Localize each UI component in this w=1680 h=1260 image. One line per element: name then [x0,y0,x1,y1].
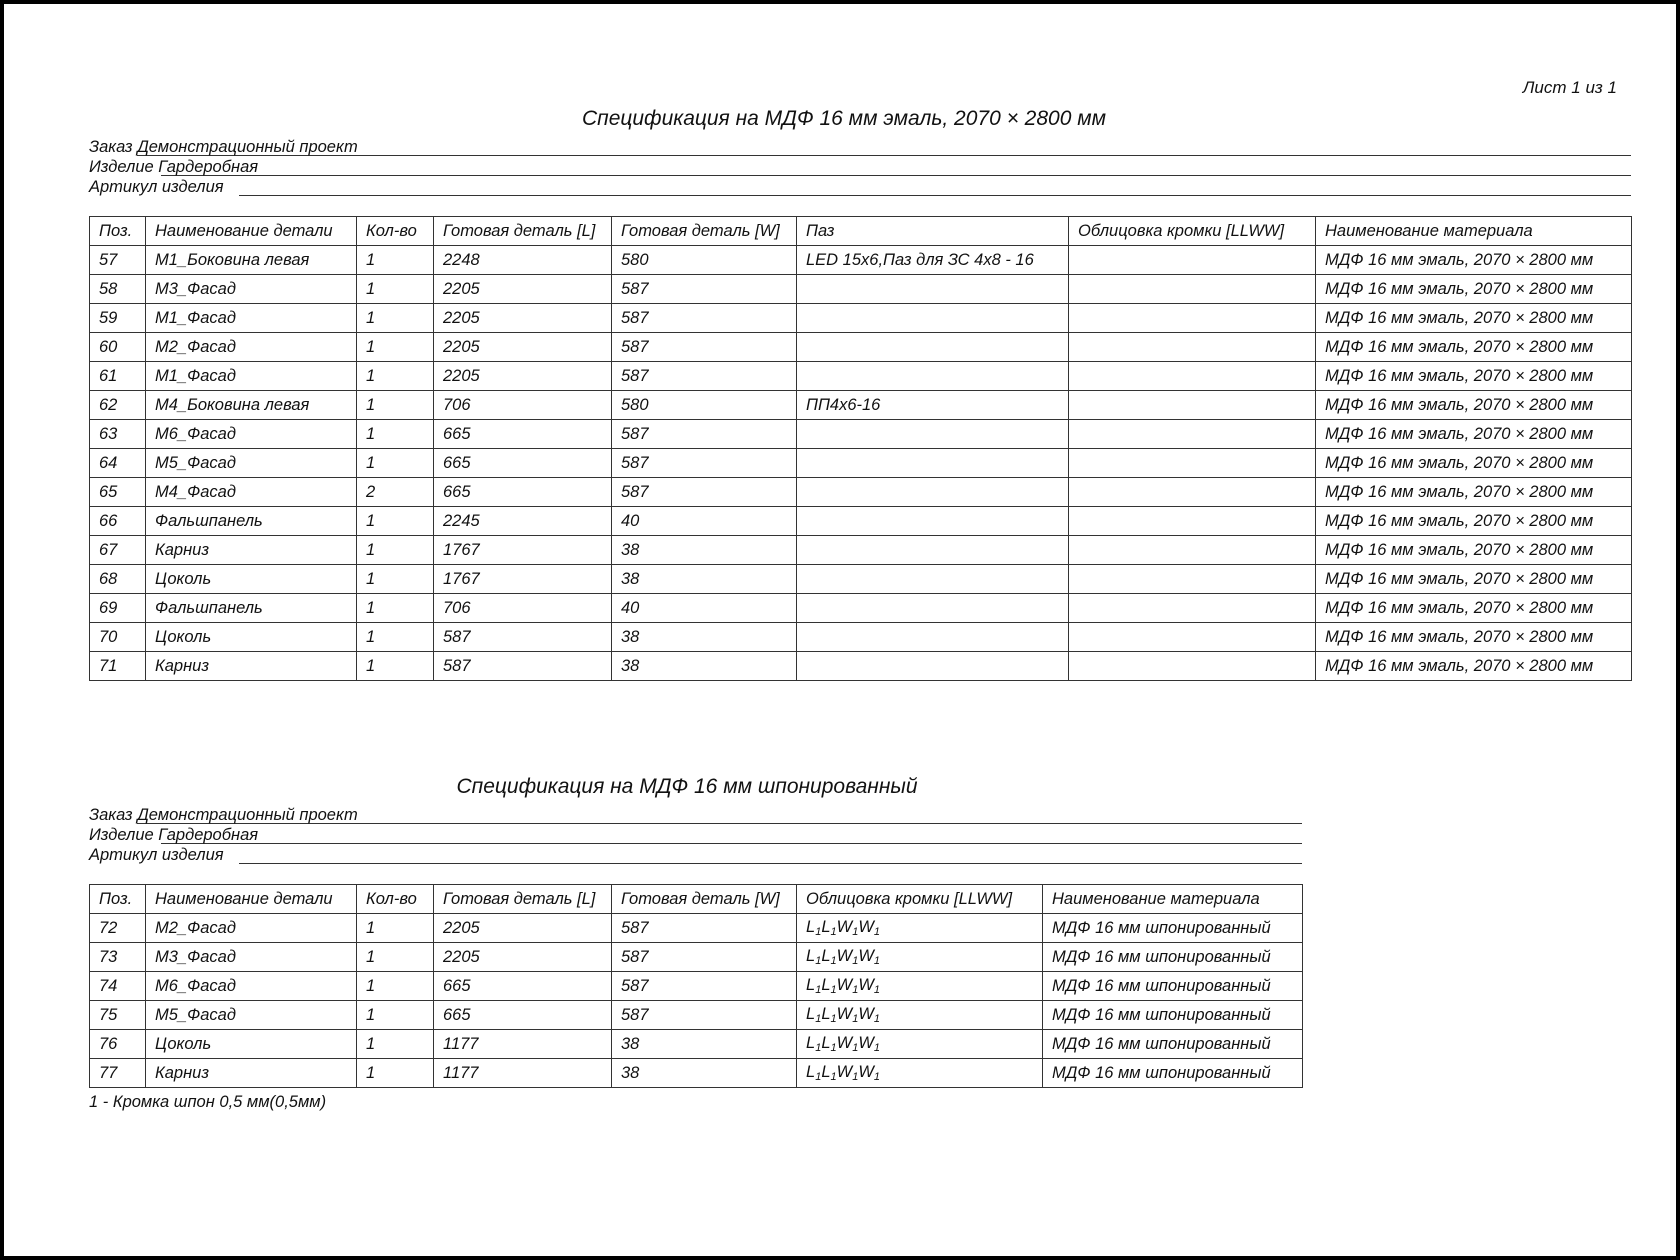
column-header: Готовая деталь [L] [434,217,612,246]
table-cell: 1177 [434,1059,612,1088]
table-cell: 1 [357,536,434,565]
table-cell: 76 [90,1030,146,1059]
table-cell: 587 [612,943,797,972]
table-cell: Цоколь [146,623,357,652]
table-cell: 587 [612,362,797,391]
article-row [89,178,1631,198]
table-row [90,420,1632,449]
table-cell: 77 [90,1059,146,1088]
table-cell: 61 [90,362,146,391]
column-header: Облицовка кромки [LLWW] [797,885,1043,914]
table-row [90,333,1632,362]
table-cell: 1 [357,623,434,652]
table-cell: 2 [357,478,434,507]
table-cell: 58 [90,275,146,304]
column-header: Поз. [90,885,146,914]
table-cell: $L_1L_1W_1W_1$ [797,1059,1043,1088]
underline [239,863,1302,864]
table-cell: 587 [612,914,797,943]
table-cell: 706 [434,594,612,623]
table-row [90,304,1632,333]
order-label: Заказ [89,806,133,824]
table-cell [1069,420,1316,449]
table-cell: 1 [357,391,434,420]
table-header-row [90,885,1303,914]
table-cell [1069,391,1316,420]
table-cell: M5_Фасад [146,1001,357,1030]
table-cell: МДФ 16 мм эмаль, 2070 × 2800 мм [1316,304,1632,333]
table-cell [1069,275,1316,304]
table-cell [1069,362,1316,391]
table-cell: МДФ 16 мм эмаль, 2070 × 2800 мм [1316,275,1632,304]
table-cell: M1_Фасад [146,304,357,333]
table-cell: МДФ 16 мм эмаль, 2070 × 2800 мм [1316,594,1632,623]
spec-title-veneer: Спецификация на МДФ 16 мм шпонированный [456,775,918,798]
order-row [89,138,1631,158]
table-cell: 1767 [434,536,612,565]
table-cell: 587 [612,449,797,478]
table-cell: 1 [357,914,434,943]
table-cell: $L_1L_1W_1W_1$ [797,972,1043,1001]
underline [161,843,1302,844]
table-cell: $L_1L_1W_1W_1$ [797,1001,1043,1030]
table-cell: 665 [434,449,612,478]
table-row [90,536,1632,565]
article-row [89,846,1302,866]
table-cell [1069,623,1316,652]
table-cell [1069,478,1316,507]
table-cell: 59 [90,304,146,333]
table-cell [1069,594,1316,623]
table-cell: 665 [434,478,612,507]
table-row [90,914,1303,943]
table-cell: 75 [90,1001,146,1030]
underline [161,175,1631,176]
table-cell: 1 [357,1030,434,1059]
table-cell [797,362,1069,391]
table-cell: 1 [357,449,434,478]
table-cell: 40 [612,594,797,623]
table-cell [797,507,1069,536]
table-cell: МДФ 16 мм эмаль, 2070 × 2800 мм [1316,507,1632,536]
table-cell: 1767 [434,565,612,594]
table-cell: 1 [357,275,434,304]
table-cell: M4_Боковина левая [146,391,357,420]
table-cell: 1177 [434,1030,612,1059]
table-cell: МДФ 16 мм шпонированный [1043,972,1303,1001]
article-label: Артикул изделия [89,846,224,864]
table-row [90,275,1632,304]
table-cell: МДФ 16 мм шпонированный [1043,1030,1303,1059]
table-cell: 2245 [434,507,612,536]
table-cell: 580 [612,246,797,275]
spec-table-enamel [89,216,1632,681]
underline [239,195,1631,196]
table-row [90,507,1632,536]
table-cell: МДФ 16 мм эмаль, 2070 × 2800 мм [1316,449,1632,478]
table-cell: M2_Фасад [146,333,357,362]
table-cell: 1 [357,362,434,391]
table-cell [1069,507,1316,536]
table-cell: МДФ 16 мм эмаль, 2070 × 2800 мм [1316,478,1632,507]
table-cell: 2205 [434,362,612,391]
table-cell: $L_1L_1W_1W_1$ [797,914,1043,943]
table-cell [797,623,1069,652]
table-cell [1069,246,1316,275]
table-cell [797,333,1069,362]
table-row [90,594,1632,623]
table-cell: 587 [612,478,797,507]
edge-footnote: 1 - Кромка шпон 0,5 мм(0,5мм) [89,1093,327,1111]
spec-meta-veneer [89,806,1302,866]
table-cell: МДФ 16 мм шпонированный [1043,1001,1303,1030]
order-row [89,806,1302,826]
table-cell [797,478,1069,507]
column-header: Облицовка кромки [LLWW] [1069,217,1316,246]
table-cell: МДФ 16 мм шпонированный [1043,1059,1303,1088]
table-row [90,565,1632,594]
column-header: Паз [797,217,1069,246]
table-cell: LED 15x6,Паз для ЗС 4x8 - 16 [797,246,1069,275]
table-cell: 665 [434,972,612,1001]
table-cell: 1 [357,304,434,333]
table-header-row [90,217,1632,246]
table-cell: M6_Фасад [146,420,357,449]
table-cell: МДФ 16 мм эмаль, 2070 × 2800 мм [1316,362,1632,391]
table-row [90,1059,1303,1088]
sheet-number: Лист 1 из 1 [1522,78,1617,97]
table-cell: 2205 [434,275,612,304]
table-cell: 62 [90,391,146,420]
table-cell: 580 [612,391,797,420]
spec-table-veneer [89,884,1303,1088]
table-cell: 72 [90,914,146,943]
table-cell: МДФ 16 мм эмаль, 2070 × 2800 мм [1316,652,1632,681]
table-cell: 67 [90,536,146,565]
table-cell: 665 [434,420,612,449]
table-cell: 38 [612,1059,797,1088]
table-cell: МДФ 16 мм эмаль, 2070 × 2800 мм [1316,565,1632,594]
table-cell: 63 [90,420,146,449]
table-cell [1069,449,1316,478]
table-cell: 69 [90,594,146,623]
table-cell: 1 [357,420,434,449]
table-cell: M4_Фасад [146,478,357,507]
table-row [90,246,1632,275]
table-cell: 587 [434,623,612,652]
table-cell: 68 [90,565,146,594]
table-row [90,652,1632,681]
table-cell [1069,333,1316,362]
table-cell: 587 [434,652,612,681]
table-cell [1069,304,1316,333]
table-cell: 2205 [434,304,612,333]
table-row [90,362,1632,391]
table-cell: 1 [357,943,434,972]
column-header: Наименование материала [1316,217,1632,246]
product-row [89,158,1631,178]
table-row [90,972,1303,1001]
table-cell: Карниз [146,1059,357,1088]
table-cell: 2205 [434,333,612,362]
table-cell: M1_Фасад [146,362,357,391]
table-cell: 65 [90,478,146,507]
table-cell: 57 [90,246,146,275]
table-cell: M1_Боковина левая [146,246,357,275]
table-cell: МДФ 16 мм шпонированный [1043,943,1303,972]
table-cell [797,565,1069,594]
table-row [90,1001,1303,1030]
table-cell [1069,565,1316,594]
table-cell: 2248 [434,246,612,275]
table-cell [797,449,1069,478]
table-cell: M3_Фасад [146,943,357,972]
column-header: Кол-во [357,885,434,914]
column-header: Готовая деталь [L] [434,885,612,914]
table-cell: МДФ 16 мм эмаль, 2070 × 2800 мм [1316,420,1632,449]
table-cell: 38 [612,623,797,652]
table-cell [797,304,1069,333]
table-cell [797,420,1069,449]
table-cell: 1 [357,1059,434,1088]
table-cell: 587 [612,1001,797,1030]
spec-meta-enamel [89,138,1631,198]
column-header: Наименование детали [146,885,357,914]
table-cell: 38 [612,1030,797,1059]
table-cell: 587 [612,333,797,362]
table-cell: Цоколь [146,1030,357,1059]
column-header: Готовая деталь [W] [612,217,797,246]
column-header: Готовая деталь [W] [612,885,797,914]
table-cell: 1 [357,652,434,681]
table-cell: $L_1L_1W_1W_1$ [797,1030,1043,1059]
product-row [89,826,1302,846]
table-cell: Фальшпанель [146,594,357,623]
table-cell: МДФ 16 мм эмаль, 2070 × 2800 мм [1316,246,1632,275]
table-cell: 706 [434,391,612,420]
column-header: Кол-во [357,217,434,246]
table-cell: 73 [90,943,146,972]
table-cell: 60 [90,333,146,362]
table-cell: МДФ 16 мм эмаль, 2070 × 2800 мм [1316,623,1632,652]
column-header: Наименование детали [146,217,357,246]
table-cell: 38 [612,652,797,681]
spec-title-enamel: Спецификация на МДФ 16 мм эмаль, 2070 × 2800 мм [581,107,1107,130]
table-cell [797,275,1069,304]
table-row [90,623,1632,652]
table-cell: M6_Фасад [146,972,357,1001]
table-cell: 1 [357,507,434,536]
table-cell: 64 [90,449,146,478]
table-cell: M2_Фасад [146,914,357,943]
table-cell: 1 [357,594,434,623]
table-cell [1069,652,1316,681]
product-value: Гардеробная [158,826,259,844]
underline [137,155,1631,156]
table-cell: МДФ 16 мм эмаль, 2070 × 2800 мм [1316,333,1632,362]
table-cell: 1 [357,565,434,594]
product-label: Изделие [89,158,154,176]
table-cell: Цоколь [146,565,357,594]
table-cell: 71 [90,652,146,681]
order-value: Демонстрационный проект [137,138,358,156]
table-cell: 38 [612,536,797,565]
table-cell: Фальшпанель [146,507,357,536]
table-cell: 40 [612,507,797,536]
table-cell: 587 [612,420,797,449]
table-cell: 587 [612,972,797,1001]
table-row [90,1030,1303,1059]
order-label: Заказ [89,138,133,156]
table-row [90,478,1632,507]
table-cell: 587 [612,275,797,304]
article-label: Артикул изделия [89,178,224,196]
table-row [90,391,1632,420]
table-cell: 2205 [434,943,612,972]
order-value: Демонстрационный проект [137,806,358,824]
table-cell: 74 [90,972,146,1001]
product-value: Гардеробная [158,158,259,176]
column-header: Поз. [90,217,146,246]
table-cell: 70 [90,623,146,652]
table-cell: 1 [357,1001,434,1030]
table-cell: ПП4x6-16 [797,391,1069,420]
table-cell [1069,536,1316,565]
table-cell: 38 [612,565,797,594]
table-cell: Карниз [146,536,357,565]
table-cell: M3_Фасад [146,275,357,304]
table-cell: 587 [612,304,797,333]
table-cell: 2205 [434,914,612,943]
product-label: Изделие [89,826,154,844]
table-cell: 665 [434,1001,612,1030]
table-row [90,943,1303,972]
table-cell: M5_Фасад [146,449,357,478]
table-cell: 1 [357,972,434,1001]
table-cell [797,594,1069,623]
table-cell [797,536,1069,565]
table-cell: МДФ 16 мм эмаль, 2070 × 2800 мм [1316,536,1632,565]
table-cell [797,652,1069,681]
table-cell: МДФ 16 мм шпонированный [1043,914,1303,943]
table-cell: Карниз [146,652,357,681]
table-cell: 1 [357,246,434,275]
table-cell: $L_1L_1W_1W_1$ [797,943,1043,972]
column-header: Наименование материала [1043,885,1303,914]
table-cell: 66 [90,507,146,536]
table-row [90,449,1632,478]
table-cell: МДФ 16 мм эмаль, 2070 × 2800 мм [1316,391,1632,420]
table-cell: 1 [357,333,434,362]
